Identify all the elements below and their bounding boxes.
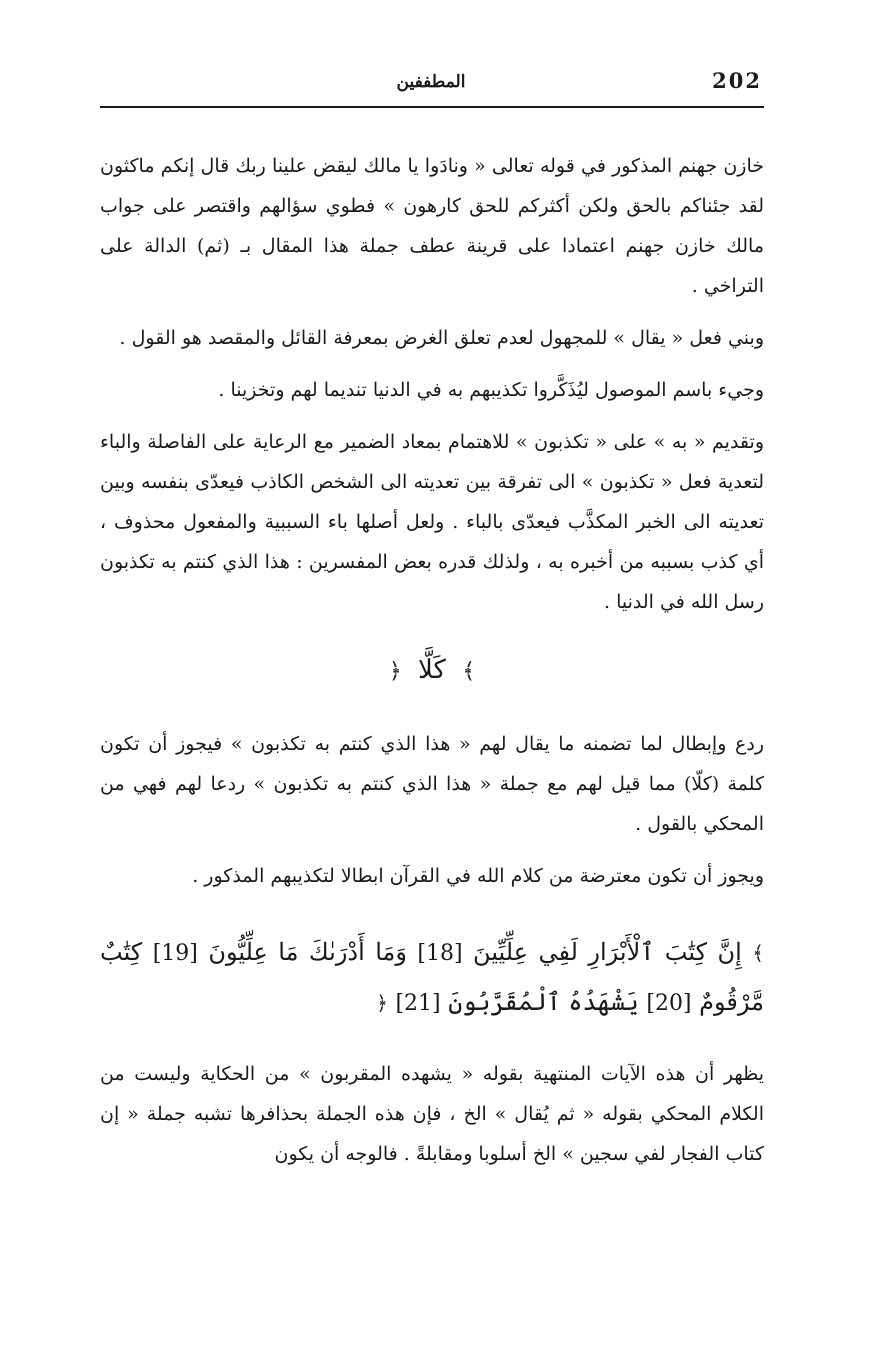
verse-number-20: [20] xyxy=(646,991,692,1016)
page-body xyxy=(100,146,764,1186)
verse-number-19: [19] xyxy=(152,941,198,966)
verse-part-2: وَمَا أَدْرَىٰكَ مَا عِلِّيُّونَ xyxy=(208,938,407,966)
verse-number-18: [18] xyxy=(417,941,463,966)
ornament-close-icon: ﴿ xyxy=(388,659,402,684)
verse-part-3: كِتَٰبٌ مَّرْقُومٌ xyxy=(100,938,764,1016)
page-header xyxy=(100,66,762,106)
running-title: المطففين xyxy=(396,72,466,92)
verse-ornament-close-icon: ﴿ xyxy=(376,991,388,1015)
header-rule xyxy=(100,106,764,108)
paragraph-3: وجيء باسم الموصول ليُذَكَّروا تكذيبهم به في الدنيا تنديما لهم وتخزينا . xyxy=(218,379,764,401)
quran-heading xyxy=(100,648,764,694)
paragraph-2: وبني فعل « يقال » للمجهول لعدم تعلق الغرض بمعرفة القائل والمقصد هو القول . xyxy=(119,327,764,349)
heading-word: كَلَّا xyxy=(418,655,446,685)
verse-part-4: يَشْهَدُهُ ٱلْمُقَرَّبُونَ xyxy=(448,988,639,1016)
paragraph-6: ويجوز أن تكون معترضة من كلام الله في القرآن ابطالا لتكذيبهم المذكور . xyxy=(192,865,764,887)
verse-ornament-open-icon: ﴾ xyxy=(752,941,764,965)
page-number: 202 xyxy=(712,68,762,93)
paragraph-7: يظهر أن هذه الآيات المنتهية بقوله « يشهده المقربون » من الحكاية وليست من الكلام المحكي بقوله « ثم يُقال » الخ ، فإن هذه الجملة بحذافرها تشبه جملة « إن كتاب الفجار لفي سجين » الخ أسلوبا ومقابلةً . فالوجه أن يكون xyxy=(100,1063,764,1165)
paragraph-4: وتقديم « به » على « تكذبون » للاهتمام بمعاد الضمير مع الرعاية على الفاصلة والباء لتعدية فعل « تكذبون » الى تفرقة بين تعديته الى الشخص الكاذب فيعدّى بنفسه وبين تعديته الى الخبر المكذَّب فيعدّى بالباء . ولعل أصلها باء السببية والمفعول محذوف ، أي كذب بسببه من أخبره به ، ولذلك قدره بعض المفسرين : هذا الذي كنتم به تكذبون رسل الله في الدنيا . xyxy=(100,431,764,613)
paragraph-5: ردع وإبطال لما تضمنه ما يقال لهم « هذا الذي كنتم به تكذبون » فيجوز أن تكون كلمة (كلّا) مما قيل لهم مع جملة « هذا الذي كنتم به تكذبون » ردعا لهم فهي من المحكي بالقول . xyxy=(100,733,764,835)
paragraph-1: خازن جهنم المذكور في قوله تعالى « ونادَوا يا مالك ليقض علينا ربك قال إنكم ماكثون لقد جئناكم بالحق ولكن أكثركم للحق كارهون » فطوي سؤالهم واقتصر على جواب مالك خازن جهنم اعتمادا على قرينة عطف جملة هذا المقال بـ (ثم) الدالة على التراخي . xyxy=(100,155,764,297)
ornament-open-icon: ﴾ xyxy=(462,659,476,684)
verse-part-1: إِنَّ كِتَٰبَ ٱلْأَبْرَارِ لَفِي عِلِّيِّينَ xyxy=(473,938,742,966)
verse-number-21: [21] xyxy=(395,991,441,1016)
quran-verse-block xyxy=(100,928,764,1028)
